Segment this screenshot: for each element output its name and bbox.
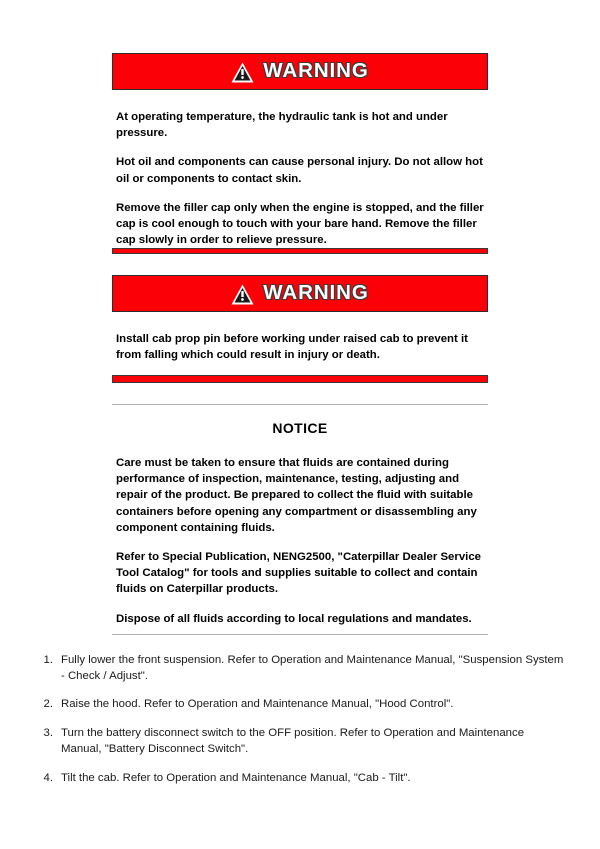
red-divider-1	[112, 248, 488, 254]
warning-banner-2	[112, 275, 488, 312]
list-item	[35, 653, 565, 684]
list-item	[35, 697, 565, 713]
notice-body	[112, 455, 488, 627]
step-text: Fully lower the front suspension. Refer to Operation and Maintenance Manual, "Suspension System - Check / Adjust".	[61, 654, 564, 682]
notice-title: NOTICE	[272, 420, 328, 436]
notice-paragraph-3: Dispose of all fluids according to local regulations and mandates.	[116, 612, 472, 625]
warning-banner-1	[112, 53, 488, 90]
warning-2-bottom-rule-wrap	[112, 375, 488, 383]
step-number: 4.	[43, 771, 53, 784]
notice-top-rule	[112, 404, 488, 405]
list-item	[35, 771, 565, 787]
list-item	[35, 726, 565, 757]
warning-1-paragraph-3: Remove the filler cap only when the engine is stopped, and the filler cap is cool enough to touch with your bare hand. Remove the filler cap slowly in order to relieve pressure.	[116, 201, 484, 247]
warning-1-paragraph-2: Hot oil and components can cause personal injury. Do not allow hot oil or components to contact skin.	[116, 156, 483, 185]
step-text: Turn the battery disconnect switch to the OFF position. Refer to Operation and Maintenance Manual, "Battery Disconnect Switch".	[61, 727, 525, 755]
warning-block-2	[112, 275, 488, 363]
warning-2-body	[112, 331, 488, 363]
warning-1-paragraph-1: At operating temperature, the hydraulic tank is hot and under pressure.	[116, 111, 448, 140]
step-text: Tilt the cab. Refer to Operation and Maintenance Manual, "Cab - Tilt".	[61, 771, 411, 784]
step-number: 1.	[43, 654, 53, 666]
warning-1-bottom-rule-wrap	[112, 248, 488, 254]
steps-top-rule	[112, 634, 488, 635]
warning-block-1	[112, 53, 488, 248]
warning-banner-label: WARNING	[263, 59, 369, 83]
step-text: Raise the hood. Refer to Operation and Maintenance Manual, "Hood Control".	[61, 698, 454, 711]
step-number: 3.	[43, 727, 53, 740]
procedure-step-list	[35, 653, 565, 786]
step-number: 2.	[43, 698, 53, 711]
warning-banner-label: WARNING	[263, 281, 369, 305]
warning-1-body	[112, 109, 488, 248]
notice-paragraph-1: Care must be taken to ensure that fluids are contained during performance of inspection, maintenance, testing, adjusting and repair of the product. Be prepared to collect the fluid with suitable containers before opening any compartment or disassembling any component containing fluids.	[116, 457, 477, 534]
warning-2-paragraph-1: Install cab prop pin before working under raised cab to prevent it from falling which could result in injury or death.	[116, 333, 468, 362]
warning-triangle-icon	[231, 284, 254, 305]
notice-paragraph-2: Refer to Special Publication, NENG2500, "Caterpillar Dealer Service Tool Catalog" for tools and supplies suitable to collect and contain fluids on Caterpillar products.	[116, 550, 481, 596]
notice-block	[112, 404, 488, 627]
red-divider-2	[112, 375, 488, 383]
steps-top-rule-wrap	[112, 634, 488, 635]
warning-triangle-icon	[231, 62, 254, 83]
